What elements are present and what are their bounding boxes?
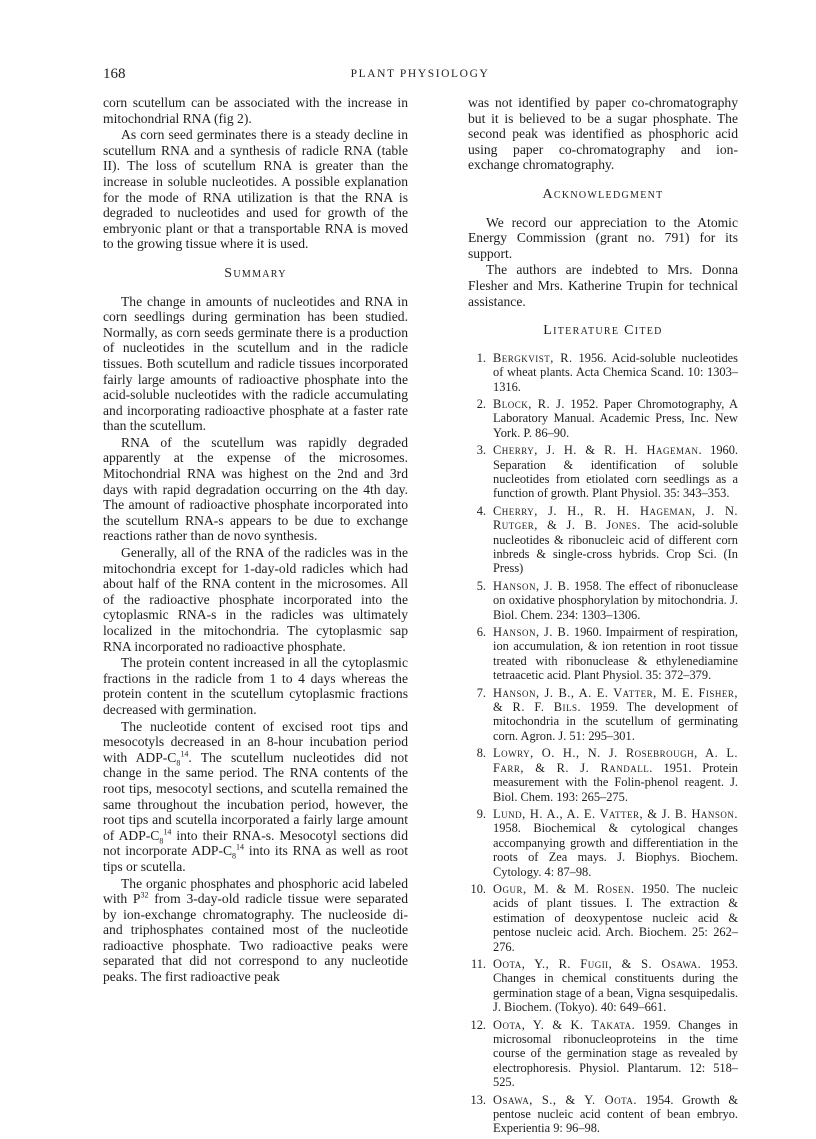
reference-number: 5. — [476, 578, 486, 593]
reference-number: 6. — [476, 625, 486, 640]
reference-item — [468, 746, 738, 804]
reference-text: 1958. The effect of ribonuclease on oxidative phosphorylation by mitochondria. J. Biol. Chem. 234: 1303–1306. — [493, 578, 739, 622]
reference-authors: Cherry, J. H., R. H. Hageman, J. N. Rutger, & J. B. Jones. — [493, 503, 738, 533]
reference-text: 1950. The nucleic acids of plant tissues. I. The extraction & estimation of deoxypentose nucleic acid & pentose nucleic acid. Arch. Biochem. 25: 262–276. — [493, 881, 738, 954]
reference-authors: Oota, Y. & K. Takata. — [493, 1017, 636, 1032]
reference-item — [468, 504, 738, 576]
body-paragraph: was not identified by paper co-chromatography but it is believed to be a sugar phosphate. The second peak was identified as phosphoric acid using paper co-chromatography and ion-exchange chromatography. — [468, 95, 738, 173]
reference-authors: Oota, Y., R. Fugii, & S. Osawa. — [493, 956, 702, 971]
text-run: . The scutellum nucleotides did not change in the same period. The RNA contents of the root tips, mesocotyl sections, and scutella remained the same throughout the incubation period, however, the root tips and scutella incorporated a fairly large amount of ADP-C — [103, 749, 408, 843]
body-paragraph: As corn seed germinates there is a steady decline in scutellum RNA and a synthesis of radicle RNA (table II). The loss of scutellum RNA is greater than the increase in soluble nucleotides. A possible explanation for the mode of RNA utilization is that the RNA is degraded to nucleotides and used for growth of the embryonic plant or that a transportable RNA is moved to the growing tissue where it is used. — [103, 127, 408, 252]
reference-list — [468, 351, 738, 1136]
reference-text: 1953. Changes in chemical constituents during the germination stage of a bean, Vigna sesquipedalis. J. Biochem. (Tokyo). 40: 649–661. — [493, 956, 738, 1015]
summary-paragraph: The protein content increased in all the cytoplasmic fractions in the radicle from 1 to 4 days whereas the protein content in the scutellum cytoplasmic fractions decreased with germination. — [103, 655, 408, 717]
literature-cited-heading: Literature Cited — [543, 323, 663, 339]
reference-item — [468, 1093, 738, 1136]
body-paragraph: corn scutellum can be associated with the increase in mitochondrial RNA (fig 2). — [103, 95, 408, 126]
acknowledgment-paragraph: We record our appreciation to the Atomic Energy Commission (grant no. 791) for its support. — [468, 214, 738, 261]
acknowledgment-paragraph: The authors are indebted to Mrs. Donna Flesher and Mrs. Katherine Trupin for technical assistance. — [468, 262, 738, 309]
reference-text: 1958. Biochemical & cytological changes accompanying growth and differentiation in the roots of Zea mays. J. Biophys. Biochem. Cytology. 4: 87–98. — [493, 821, 738, 879]
reference-item — [468, 625, 738, 683]
reference-number: 12. — [470, 1017, 486, 1032]
reference-text: 1960. Impairment of respiration, ion accumulation, & ion retention in root tissue treated with ribonuclease & ethylenediamine tetraacetic acid. Plant Physiol. 35: 372–379. — [493, 625, 738, 683]
text-run: into its RNA as well as root tips or scutella. — [103, 843, 408, 874]
reference-authors: Lund, H. A., A. E. Vatter, & J. B. Hanson. — [493, 806, 738, 821]
reference-authors: Hanson, J. B. — [493, 625, 570, 640]
reference-item — [468, 807, 738, 879]
reference-number: 9. — [476, 806, 486, 821]
reference-number: 2. — [476, 396, 486, 411]
running-head — [103, 66, 737, 86]
superscript: 14 — [180, 749, 189, 759]
reference-authors: Osawa, S., & Y. Oota. — [493, 1092, 638, 1107]
journal-name: PLANT PHYSIOLOGY — [350, 68, 490, 80]
superscript: 32 — [140, 890, 149, 900]
reference-number: 4. — [476, 503, 486, 518]
text-run: The nucleotide content of excised root tips and mesocotyls decreased in an 8-hour incubation period with ADP-C — [103, 718, 408, 765]
reference-number: 11. — [470, 956, 486, 971]
reference-text: 1952. Paper Chromotography, A Laboratory Manual. Academic Press, Inc. New York. P. 86–90. — [493, 396, 738, 440]
page-number: 168 — [103, 66, 126, 82]
summary-paragraph: RNA of the scutellum was rapidly degraded apparently at the expense of the microsomes. Mitochondrial RNA was highest on the 2nd and 3rd days with rapid degradation occurring on the 4th day. The amount of radioactive phosphate incorporated into the scutellum RNA-s appears to be due to exchange reactions rather than de novo synthesis. — [103, 434, 408, 544]
reference-item — [468, 686, 738, 744]
reference-item — [468, 1018, 738, 1090]
reference-authors: Hanson, J. B. — [493, 578, 570, 593]
reference-number: 7. — [476, 685, 486, 700]
summary-heading: Summary — [224, 265, 287, 281]
left-column — [103, 95, 408, 986]
right-column — [468, 95, 738, 1139]
acknowledgment-heading: Acknowledgment — [542, 186, 664, 202]
reference-number: 3. — [476, 443, 486, 458]
subscript: 8 — [176, 758, 181, 768]
summary-paragraph — [103, 876, 408, 985]
reference-text: The acid-soluble nucleotides & ribonucleic acid of different corn inbreds & single-cross hybrids. Crop Sci. (In Press) — [493, 518, 739, 576]
reference-item — [468, 443, 738, 501]
text-run: into their RNA-s. Mesocotyl sections did not incorporate ADP-C — [103, 827, 409, 859]
reference-item — [468, 351, 738, 394]
text-run: The organic phosphates and phosphoric acid labeled with P — [103, 875, 408, 907]
reference-text: 1960. Separation & identification of soluble nucleotides from etiolated corn seedlings as a function of growth. Plant Physiol. 35: 343–353. — [493, 443, 738, 501]
superscript: 14 — [236, 842, 245, 852]
reference-number: 1. — [476, 350, 486, 365]
reference-authors: Cherry, J. H. & R. H. Hageman. — [493, 443, 703, 458]
reference-authors: Lowry, O. H., N. J. Rosebrough, A. L. Farr, & R. J. Randall. — [493, 746, 738, 775]
reference-item — [468, 882, 738, 954]
reference-authors: Bergkvist, R. — [493, 350, 573, 365]
superscript: 14 — [163, 827, 172, 837]
reference-authors: Block, R. J. — [493, 396, 565, 411]
reference-authors: Hanson, J. B., A. E. Vatter, M. E. Fisher, & R. F. Bils. — [493, 685, 738, 715]
reference-number: 8. — [476, 746, 486, 761]
reference-item — [468, 579, 738, 622]
reference-text: 1954. Growth & pentose nucleic acid content of bean embryo. Experientia 9: 96–98. — [493, 1092, 738, 1136]
subscript: 8 — [159, 836, 164, 846]
reference-authors: Ogur, M. & M. Rosen. — [493, 881, 635, 896]
subscript: 8 — [232, 852, 237, 862]
summary-paragraph: The change in amounts of nucleotides and RNA in corn seedlings during germination has been studied. Normally, as corn seeds germinate there is a production of nucleotides in the scutellum and in the radicle tissues. Both scutellum and radicle tissues incorporated fairly large amounts of radioactive phosphate into the acid-soluble nucleotides with the radicle accumulating and incorporating radioactive phosphate at a faster rate than the scutellum. — [103, 293, 408, 434]
reference-item — [468, 397, 738, 440]
text-run: from 3-day-old radicle tissue were separated by ion-exchange chromatography. The nucleoside di- and triphosphates contained most of the nucleotide radioactive phosphate. Two radioactive peaks were separated that did not correspond to any nucleotide peaks. The first radioactive peak — [103, 891, 408, 985]
reference-number: 10. — [470, 881, 486, 896]
reference-text: 1951. Protein measurement with the Folin-phenol reagent. J. Biol. Chem. 193: 265–275. — [493, 760, 738, 804]
summary-paragraph — [103, 719, 408, 875]
reference-text: 1959. The development of mitochondria in the scutellum of germinating corn. Agron. J. 51: 295–301. — [493, 700, 738, 743]
reference-text: 1959. Changes in microsomal ribonucleoproteins in the time course of the germination stage as revealed by electrophoresis. Physiol. Plantarum. 12: 518–525. — [493, 1017, 738, 1090]
reference-item — [468, 957, 738, 1015]
reference-text: 1956. Acid-soluble nucleotides of wheat plants. Acta Chemica Scand. 10: 1303–1316. — [493, 350, 738, 394]
summary-paragraph: Generally, all of the RNA of the radicles was in the mitochondria except for 1-day-old radicles which had about half of the RNA content in the microsomes. All of the radioactive phosphate incorporated into the cytoplasmic RNA-s in the radicles was ultimately localized in the mitochondria. The cytoplasmic sap RNA incorporated no radioactive phosphate. — [103, 545, 408, 654]
reference-number: 13. — [470, 1092, 486, 1107]
